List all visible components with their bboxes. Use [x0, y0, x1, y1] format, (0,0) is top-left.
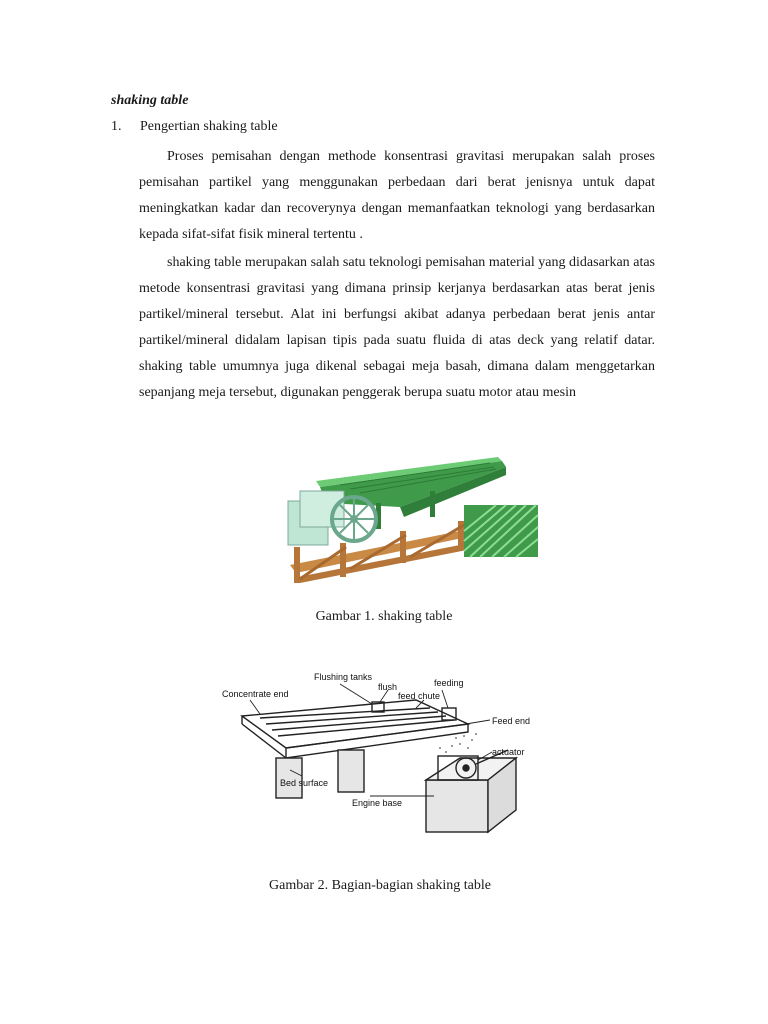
figure-1-caption: Gambar 1. shaking table: [315, 609, 453, 624]
label-engine-base: Engine base: [352, 798, 403, 808]
figure-2-caption: Gambar 2. Bagian-bagian shaking table: [269, 878, 491, 893]
paragraph-2: shaking table merupakan salah satu teknologi pemisahan material yang didasarkan atas metode konsentrasi gravitasi yang dimana prinsip kerjanya berdasarkan atas berat jenis partikel/mineral tersebut. Alat ini berfungsi akibat adanya perbedaan berat jenis antar partikel/mineral didalam lapisan tipis pada suatu fluida di atas deck yang relatif datar. shaking table umumnya juga dikenal sebagai meja basah, dimana dalam menggetarkan sepanjang meja tersebut, digunakan penggerak berupa suatu motor atau mesin: [139, 255, 655, 400]
section-number: 1.: [111, 119, 122, 134]
label-actuator: actuator: [492, 747, 525, 757]
label-feed-end: Feed end: [492, 716, 531, 726]
label-concentrate-end: Concentrate end: [222, 689, 289, 699]
paragraph-1: Proses pemisahan dengan methode konsentrasi gravitasi merupakan salah proses pemisahan partikel yang menggunakan perbedaan dari berat jenisnya untuk dapat meningkatkan kadar dan recoverynya dengan memanfaatkan teknologi yang berdasarkan kepada sifat-sifat fisik mineral tertentu .: [139, 149, 655, 242]
document-heading: shaking table: [111, 93, 189, 108]
label-flushing-tanks: Flushing tanks: [314, 672, 373, 682]
label-feed-chute: feed chute: [398, 691, 441, 701]
label-feeding: feeding: [434, 678, 464, 688]
section-title: [111, 119, 278, 135]
section-title-text: Pengertian shaking table: [140, 119, 278, 134]
label-flush: flush: [378, 682, 398, 692]
figure-1-shaking-table-photo: [280, 447, 542, 597]
label-bed-surface: Bed surface: [280, 778, 329, 788]
figure-2-parts-diagram: [220, 664, 536, 850]
